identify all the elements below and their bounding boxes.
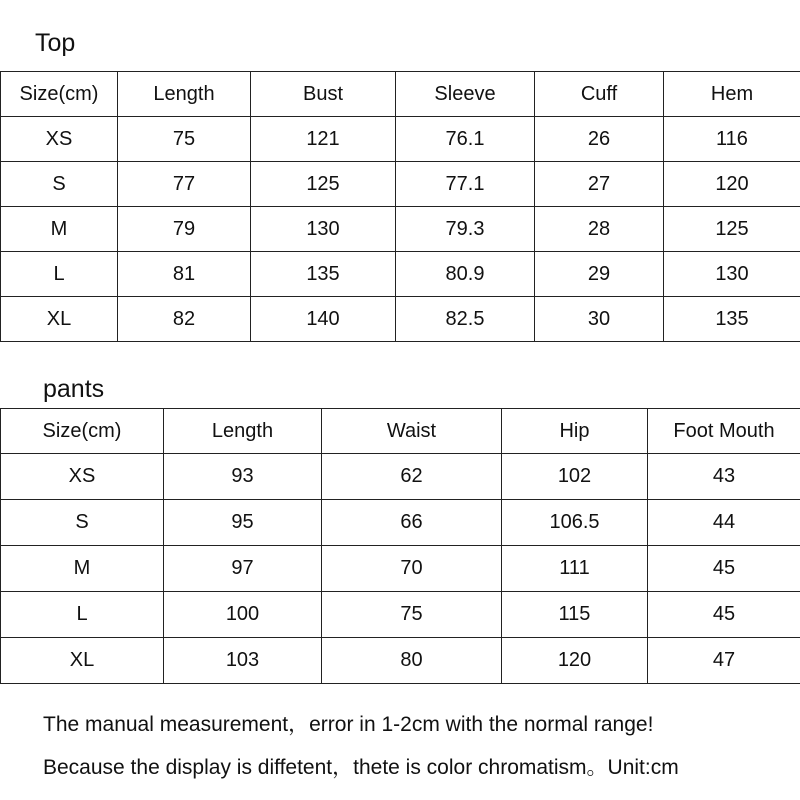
pants-header-cell: Foot Mouth	[648, 409, 800, 454]
pants-value-cell: 93	[164, 454, 322, 500]
pants-value-cell: 106.5	[502, 500, 648, 546]
top-value-cell: 130	[251, 207, 396, 252]
measurement-note: The manual measurement，error in 1-2cm with the normal range!	[43, 713, 654, 736]
pants-header-row	[1, 409, 800, 454]
top-value-cell: 135	[251, 252, 396, 297]
top-value-cell: 77	[118, 162, 251, 207]
top-header-cell: Length	[118, 72, 251, 117]
table-row	[1, 638, 800, 684]
top-value-cell: 75	[118, 117, 251, 162]
pants-value-cell: 47	[648, 638, 800, 684]
pants-value-cell: 45	[648, 592, 800, 638]
table-row	[1, 252, 800, 297]
pants-size-cell: XL	[1, 638, 164, 684]
top-value-cell: 26	[535, 117, 664, 162]
top-value-cell: 27	[535, 162, 664, 207]
pants-value-cell: 80	[322, 638, 502, 684]
pants-size-cell: S	[1, 500, 164, 546]
pants-value-cell: 103	[164, 638, 322, 684]
top-value-cell: 82	[118, 297, 251, 342]
pants-value-cell: 111	[502, 546, 648, 592]
top-value-cell: 116	[664, 117, 800, 162]
top-value-cell: 80.9	[396, 252, 535, 297]
top-header-row	[1, 72, 800, 117]
table-row	[1, 546, 800, 592]
pants-value-cell: 43	[648, 454, 800, 500]
color-unit-note: Because the display is diffetent，thete is color chromatism。Unit:cm	[43, 756, 679, 779]
table-row	[1, 207, 800, 252]
top-value-cell: 79	[118, 207, 251, 252]
pants-value-cell: 102	[502, 454, 648, 500]
top-size-table	[0, 71, 800, 342]
top-header-cell: Size(cm)	[1, 72, 118, 117]
pants-size-cell: M	[1, 546, 164, 592]
pants-size-table	[0, 408, 800, 684]
table-row	[1, 297, 800, 342]
pants-value-cell: 45	[648, 546, 800, 592]
pants-value-cell: 100	[164, 592, 322, 638]
top-size-cell: XS	[1, 117, 118, 162]
pants-size-cell: L	[1, 592, 164, 638]
top-value-cell: 77.1	[396, 162, 535, 207]
top-header-cell: Cuff	[535, 72, 664, 117]
pants-value-cell: 115	[502, 592, 648, 638]
top-value-cell: 79.3	[396, 207, 535, 252]
pants-value-cell: 97	[164, 546, 322, 592]
pants-value-cell: 44	[648, 500, 800, 546]
top-value-cell: 140	[251, 297, 396, 342]
top-header-cell: Hem	[664, 72, 800, 117]
pants-section-title: pants	[43, 375, 105, 403]
top-value-cell: 30	[535, 297, 664, 342]
top-value-cell: 121	[251, 117, 396, 162]
pants-value-cell: 70	[322, 546, 502, 592]
pants-value-cell: 120	[502, 638, 648, 684]
top-value-cell: 28	[535, 207, 664, 252]
top-header-cell: Sleeve	[396, 72, 535, 117]
pants-header-cell: Size(cm)	[1, 409, 164, 454]
pants-value-cell: 62	[322, 454, 502, 500]
pants-header-cell: Waist	[322, 409, 502, 454]
pants-value-cell: 75	[322, 592, 502, 638]
top-value-cell: 135	[664, 297, 800, 342]
top-value-cell: 125	[664, 207, 800, 252]
table-row	[1, 500, 800, 546]
top-size-cell: XL	[1, 297, 118, 342]
table-row	[1, 162, 800, 207]
table-row	[1, 592, 800, 638]
top-size-cell: L	[1, 252, 118, 297]
top-size-cell: M	[1, 207, 118, 252]
pants-value-cell: 95	[164, 500, 322, 546]
top-value-cell: 120	[664, 162, 800, 207]
top-value-cell: 82.5	[396, 297, 535, 342]
table-row	[1, 117, 800, 162]
pants-size-cell: XS	[1, 454, 164, 500]
pants-header-cell: Length	[164, 409, 322, 454]
top-value-cell: 125	[251, 162, 396, 207]
top-section-title: Top	[35, 29, 76, 57]
pants-header-cell: Hip	[502, 409, 648, 454]
top-value-cell: 76.1	[396, 117, 535, 162]
top-value-cell: 81	[118, 252, 251, 297]
top-value-cell: 130	[664, 252, 800, 297]
top-header-cell: Bust	[251, 72, 396, 117]
pants-value-cell: 66	[322, 500, 502, 546]
top-size-cell: S	[1, 162, 118, 207]
table-row	[1, 454, 800, 500]
top-value-cell: 29	[535, 252, 664, 297]
